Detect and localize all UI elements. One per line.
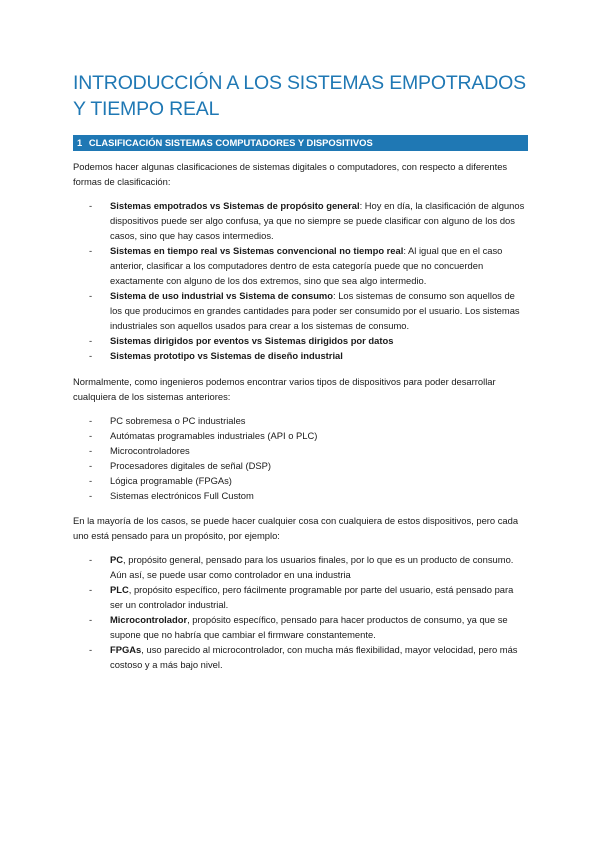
purpose-intro-paragraph: En la mayoría de los casos, se puede hacer cualquier cosa con cualquiera de estos dispositivos, pero cada uno está pensado para un propósito, por ejemplo: — [73, 515, 519, 541]
classification-list — [89, 198, 528, 363]
list-item: - FPGAs, uso parecido al microcontrolador, con mucha más flexibilidad, mayor velocidad, pero más costoso y a más bajo nivel. — [89, 642, 528, 672]
list-item: - Procesadores digitales de señal (DSP) — [89, 458, 528, 473]
list-item: - Sistemas empotrados vs Sistemas de propósito general: Hoy en día, la clasificación de algunos dispositivos puede ser algo confusa, ya que no siempre se puede clasificar con alguno de los dos casos, sino que hay casos intermedios. — [89, 198, 528, 243]
devices-list — [89, 413, 528, 503]
devices-intro-paragraph: Normalmente, como ingenieros podemos encontrar varios tipos de dispositivos para poder desarrollar cualquiera de los sistemas anteriores: — [73, 376, 496, 402]
section-label: CLASIFICACIÓN SISTEMAS COMPUTADORES Y DISPOSITIVOS — [88, 137, 373, 148]
section-number: 1 — [77, 137, 83, 148]
list-item: - Autómatas programables industriales (API o PLC) — [89, 428, 528, 443]
list-item: - Microcontrolador, propósito específico, pensado para hacer productos de consumo, ya que se supone que no habría que cambiar el firmware constantemente. — [89, 612, 528, 642]
list-item: - PC, propósito general, pensado para los usuarios finales, por lo que es un producto de consumo. Aún así, se puede usar como controlador en una industria — [89, 552, 528, 582]
page-title: INTRODUCCIÓN A LOS SISTEMAS EMPOTRADOS Y TIEMPO REAL — [73, 72, 526, 120]
list-item: - PLC, propósito específico, pero fácilmente programable por parte del usuario, está pensado para ser un controlador industrial. — [89, 582, 528, 612]
list-item: - Sistemas dirigidos por eventos vs Sistemas dirigidos por datos — [89, 333, 528, 348]
list-item: - Sistema de uso industrial vs Sistema de consumo: Los sistemas de consumo son aquellos de los que producimos en grandes cantidades para poder ser consumido por el usuario. Los sistemas industriales son aquellos usados para crear a los sistemas de consumo. — [89, 288, 528, 333]
list-item: - Microcontroladores — [89, 443, 528, 458]
list-item: - PC sobremesa o PC industriales — [89, 413, 528, 428]
list-item: - Sistemas electrónicos Full Custom — [89, 488, 528, 503]
list-item: - Lógica programable (FPGAs) — [89, 473, 528, 488]
section-heading — [73, 135, 528, 151]
list-item: - Sistemas en tiempo real vs Sistemas convencional no tiempo real: Al igual que en el caso anterior, clasificar a los computadores dentro de esta categoría puede que no concuerden exactamente con alguno de los dos extremos, sino que sea algo intermedio. — [89, 243, 528, 288]
purposes-list — [89, 552, 528, 672]
intro-paragraph: Podemos hacer algunas clasificaciones de sistemas digitales o computadores, con respecto a diferentes formas de clasificación: — [73, 161, 508, 187]
list-item: - Sistemas prototipo vs Sistemas de diseño industrial — [89, 348, 528, 363]
